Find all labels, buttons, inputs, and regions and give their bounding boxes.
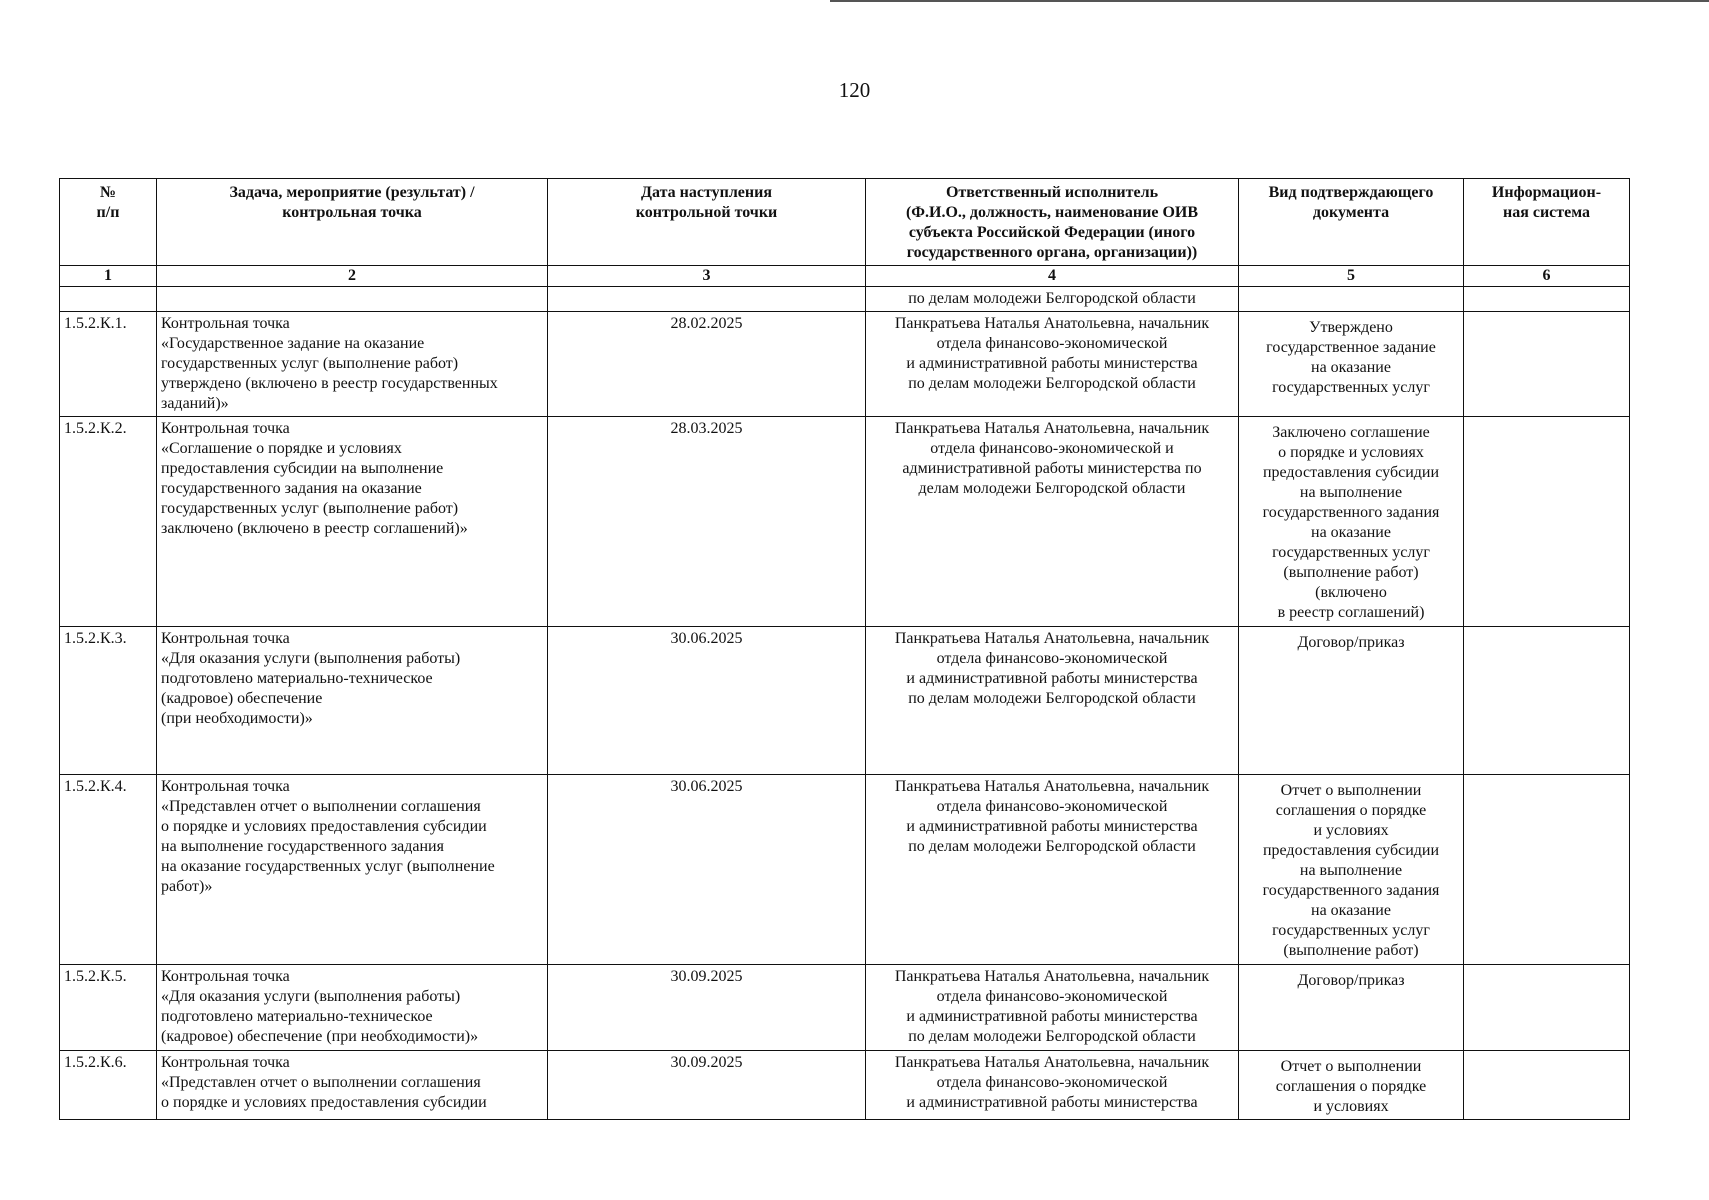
row-task (157, 287, 548, 312)
row-num: 1.5.2.К.2. (60, 417, 157, 627)
header-task: Задача, мероприятие (результат) / контрольная точка (157, 179, 548, 266)
table-row (60, 287, 1630, 312)
row-system (1464, 417, 1630, 627)
column-number: 2 (157, 266, 548, 287)
column-number: 4 (866, 266, 1239, 287)
row-executor: Панкратьева Наталья Анатольевна, начальник отдела финансово-экономической и административной работы министерства по делам молодежи Белгородской области (866, 312, 1239, 417)
row-task: Контрольная точка «Представлен отчет о выполнении соглашения о порядке и условиях предоставления субсидии (157, 1051, 548, 1120)
column-number: 5 (1239, 266, 1464, 287)
column-number: 1 (60, 266, 157, 287)
header-executor: Ответственный исполнитель (Ф.И.О., должность, наименование ОИВ субъекта Российской Федерации (иного государственного органа, организации)) (866, 179, 1239, 266)
page-number: 120 (838, 78, 871, 102)
row-system (1464, 627, 1630, 775)
row-doc: Отчет о выполнении соглашения о порядке и условиях предоставления субсидии на выполнение государственного задания на оказание государственных услуг (выполнение работ) (1239, 775, 1464, 965)
row-doc: Заключено соглашение о порядке и условиях предоставления субсидии на выполнение государственного задания на оказание государственных услуг (выполнение работ) (включено в реестр соглашений) (1239, 417, 1464, 627)
column-number-row (60, 266, 1630, 287)
row-date: 30.09.2025 (548, 965, 866, 1051)
row-num: 1.5.2.К.6. (60, 1051, 157, 1120)
row-task: Контрольная точка «Представлен отчет о выполнении соглашения о порядке и условиях предоставления субсидии на выполнение государственного задания на оказание государственных услуг (выполнение работ)» (157, 775, 548, 965)
row-system (1464, 775, 1630, 965)
row-date: 28.02.2025 (548, 312, 866, 417)
column-number: 3 (548, 266, 866, 287)
row-num (60, 287, 157, 312)
table-row (60, 417, 1630, 627)
row-executor: Панкратьева Наталья Анатольевна, начальник отдела финансово-экономической и административной работы министерства по делам молодежи Белгородской области (866, 775, 1239, 965)
row-doc: Отчет о выполнении соглашения о порядке и условиях (1239, 1051, 1464, 1120)
row-doc: Договор/приказ (1239, 965, 1464, 1051)
row-date: 28.03.2025 (548, 417, 866, 627)
control-points-table (59, 178, 1630, 1120)
row-executor: Панкратьева Наталья Анатольевна, начальник отдела финансово-экономической и административной работы министерства по делам молодежи Белгородской области (866, 627, 1239, 775)
header-num: № п/п (60, 179, 157, 266)
row-num: 1.5.2.К.3. (60, 627, 157, 775)
row-system (1464, 312, 1630, 417)
row-num: 1.5.2.К.5. (60, 965, 157, 1051)
row-executor: Панкратьева Наталья Анатольевна, начальник отдела финансово-экономической и административной работы министерства по делам молодежи Белгородской области (866, 417, 1239, 627)
row-system (1464, 965, 1630, 1051)
header-doc: Вид подтверждающего документа (1239, 179, 1464, 266)
row-task: Контрольная точка «Для оказания услуги (выполнения работы) подготовлено материально-техническое (кадровое) обеспечение (при необходимости)» (157, 627, 548, 775)
row-system (1464, 287, 1630, 312)
header-date: Дата наступления контрольной точки (548, 179, 866, 266)
row-num: 1.5.2.К.1. (60, 312, 157, 417)
table-row (60, 775, 1630, 965)
row-doc: Договор/приказ (1239, 627, 1464, 775)
row-date: 30.06.2025 (548, 775, 866, 965)
row-executor: Панкратьева Наталья Анатольевна, начальник отдела финансово-экономической и административной работы министерства (866, 1051, 1239, 1120)
table-row (60, 627, 1630, 775)
row-date: 30.06.2025 (548, 627, 866, 775)
row-num: 1.5.2.К.4. (60, 775, 157, 965)
row-executor: Панкратьева Наталья Анатольевна, начальник отдела финансово-экономической и административной работы министерства по делам молодежи Белгородской области (866, 965, 1239, 1051)
row-doc: Утверждено государственное задание на оказание государственных услуг (1239, 312, 1464, 417)
header-system: Информацион- ная система (1464, 179, 1630, 266)
row-executor: по делам молодежи Белгородской области (866, 287, 1239, 312)
column-number: 6 (1464, 266, 1630, 287)
scan-edge-line (830, 0, 1709, 2)
row-system (1464, 1051, 1630, 1120)
row-date (548, 287, 866, 312)
table-row (60, 965, 1630, 1051)
row-task: Контрольная точка «Для оказания услуги (выполнения работы) подготовлено материально-техническое (кадровое) обеспечение (при необходимости)» (157, 965, 548, 1051)
row-task: Контрольная точка «Государственное задание на оказание государственных услуг (выполнение работ) утверждено (включено в реестр государственных заданий)» (157, 312, 548, 417)
header-row (60, 179, 1630, 266)
table-row (60, 312, 1630, 417)
table-row (60, 1051, 1630, 1120)
row-task: Контрольная точка «Соглашение о порядке и условиях предоставления субсидии на выполнение государственного задания на оказание государственных услуг (выполнение работ) заключено (включено в реестр соглашений)» (157, 417, 548, 627)
row-doc (1239, 287, 1464, 312)
row-date: 30.09.2025 (548, 1051, 866, 1120)
